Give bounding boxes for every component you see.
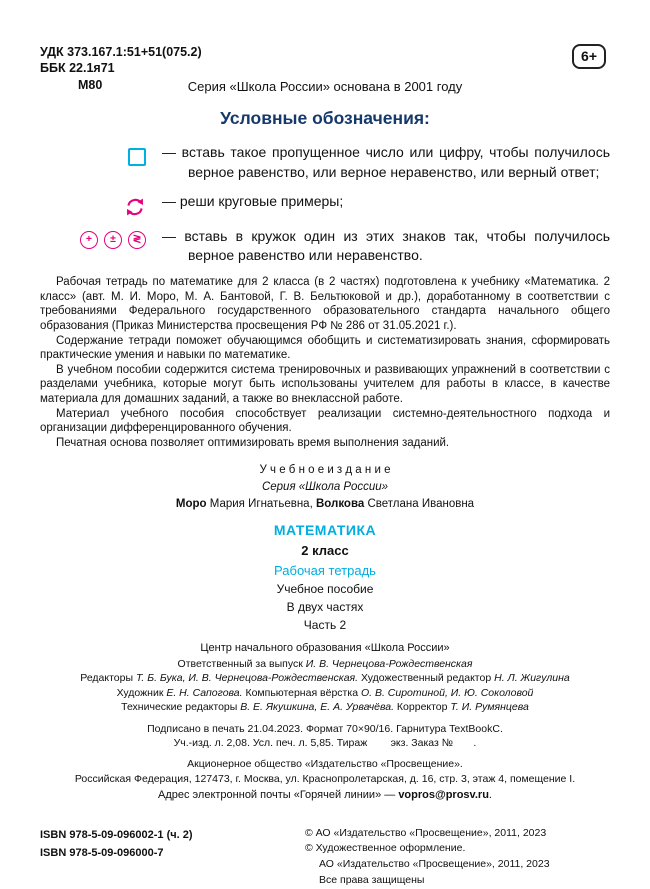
bibliographic-codes (40, 44, 202, 93)
copyright-block (305, 826, 610, 889)
legend-item-text: — вставь такое пропущенное число или цифру, чтобы получилось верное равенство, или верное неравенство, или верный ответ; (162, 143, 610, 180)
copyright-line: Все права защищены (319, 873, 425, 886)
title-block (40, 520, 610, 634)
copyright-line: © Художественное оформление. (305, 842, 466, 855)
age-rating-badge: 6+ (572, 44, 606, 69)
part-line: Часть 2 (303, 618, 347, 633)
legend-item-text: — вставь в кружок один из этих знаков так, чтобы получилось верное равенство или неравенство. (162, 227, 610, 264)
copyright-line: АО «Издательство «Просвещение», 2011, 2023 (319, 858, 550, 871)
credits-block (40, 641, 610, 714)
credits-line: Технические редакторы В. Е. Якушкина, Е. А. Урвачёва. Корректор Т. И. Румянцева (121, 701, 529, 714)
authors-line: Моро Мария Игнатьевна, Волкова Светлана Ивановна (175, 497, 475, 510)
publisher-block (40, 757, 610, 803)
parts-line: В двух частях (286, 600, 364, 615)
edition-series: Серия «Школа России» (261, 481, 389, 494)
udk-code: УДК 373.167.1:51+51(075.2) (40, 45, 202, 59)
legend-item-blank-square (40, 143, 610, 183)
bottom-row (40, 826, 610, 889)
series-founded-note: Серия «Школа России» основана в 2001 году (187, 78, 463, 94)
subtitle-line: Рабочая тетрадь (274, 562, 376, 578)
print-info-block (40, 722, 610, 751)
publisher-address-line: Российская Федерация, 127473, г. Москва, ул. Краснопролетарская, д. 16, стр. 3, этаж 4, помещение I. (74, 772, 576, 785)
circled-plus-sign-icon: + (80, 231, 98, 249)
credits-line: Ответственный за выпуск И. В. Чернецова-Рождественская (177, 657, 473, 670)
legend-icon-cell (40, 227, 162, 267)
annotation-paragraph: Материал учебного пособия способствует реализации системно-деятельностного подхода и организации дифференцированного обучения. (40, 407, 610, 435)
annotation-paragraph: Содержание тетради поможет обучающимся обобщить и систематизировать знания, сформировать практические умения и навыки по математике. (40, 334, 610, 362)
legend-item-circled-signs (40, 227, 610, 267)
circled-plus-minus-sign-icon: ± (104, 231, 122, 249)
isbn-line-part2: ISBN 978-5-09-096002-1 (ч. 2) (40, 828, 193, 841)
book-title: МАТЕМАТИКА (273, 522, 377, 539)
grade-line: 2 класс (301, 543, 349, 559)
publisher-name-line: Акционерное общество «Издательство «Просвещение». (187, 758, 463, 771)
circular-arrows-icon (124, 196, 146, 218)
legend-item-text: — реши круговые примеры; (162, 192, 344, 209)
hotline-email-line: Адрес электронной почты «Горячей линии» — vopros@prosv.ru. (158, 789, 492, 802)
legend-icon-cell (40, 192, 162, 218)
empty-square-icon (128, 148, 146, 166)
circled-compare-sign-icon: ≷ (128, 231, 146, 249)
edition-block (40, 462, 610, 512)
isbn-block (40, 826, 193, 863)
annotation-block (40, 275, 610, 450)
edition-kind: У ч е б н о е и з д а н и е (259, 464, 391, 477)
copyright-line: © АО «Издательство «Просвещение», 2011, 2023 (305, 826, 547, 839)
credits-line: Редакторы Т. Б. Бука, И. В. Чернецова-Рождественская. Художественный редактор Н. Л. Жигулина (80, 672, 570, 685)
credits-center-line: Центр начального образования «Школа России» (200, 642, 450, 655)
legend-title: Условные обозначения: (220, 107, 430, 128)
isbn-line-set: ISBN 978-5-09-096000-7 (40, 847, 164, 860)
print-info-line: Подписано в печать 21.04.2023. Формат 70×90/16. Гарнитура TextBookC. (147, 722, 503, 735)
annotation-paragraph: Печатная основа позволяет оптимизировать время выполнения заданий. (56, 436, 450, 449)
annotation-paragraph: В учебном пособии содержится система тренировочных и развивающих упражнений в соответствии с разделами учебника, которые могут быть использованы учителем для работы в классе, в качестве материала для домашних заданий, а также во внеклассной работе. (40, 363, 610, 405)
annotation-paragraph: Рабочая тетрадь по математике для 2 класса (в 2 частях) подготовлена к учебнику «Математика. 2 класс» (авт. М. И. Моро, М. А. Бантовой, Г. В. Бельтюковой и др.), доработанному в соответствии с требованиями Федерального государственного образовательного стандарта начального общего образования (Приказ Министерства просвещения РФ № 286 от 31.05.2021 г.). (40, 276, 610, 333)
legend (40, 143, 610, 267)
print-info-line: Уч.-изд. л. 2,08. Усл. печ. л. 5,85. Тираж экз. Заказ № . (173, 736, 477, 749)
legend-icon-cell (40, 143, 162, 183)
bbk-code: ББК 22.1я71 (40, 61, 115, 76)
author-mark-code: М80 (78, 77, 103, 92)
type-line: Учебное пособие (276, 582, 374, 597)
credits-line: Художник Е. Н. Сапогова. Компьютерная вёрстка О. В. Сиротиной, И. Ю. Соколовой (116, 686, 534, 699)
legend-item-circular-examples (40, 192, 610, 218)
